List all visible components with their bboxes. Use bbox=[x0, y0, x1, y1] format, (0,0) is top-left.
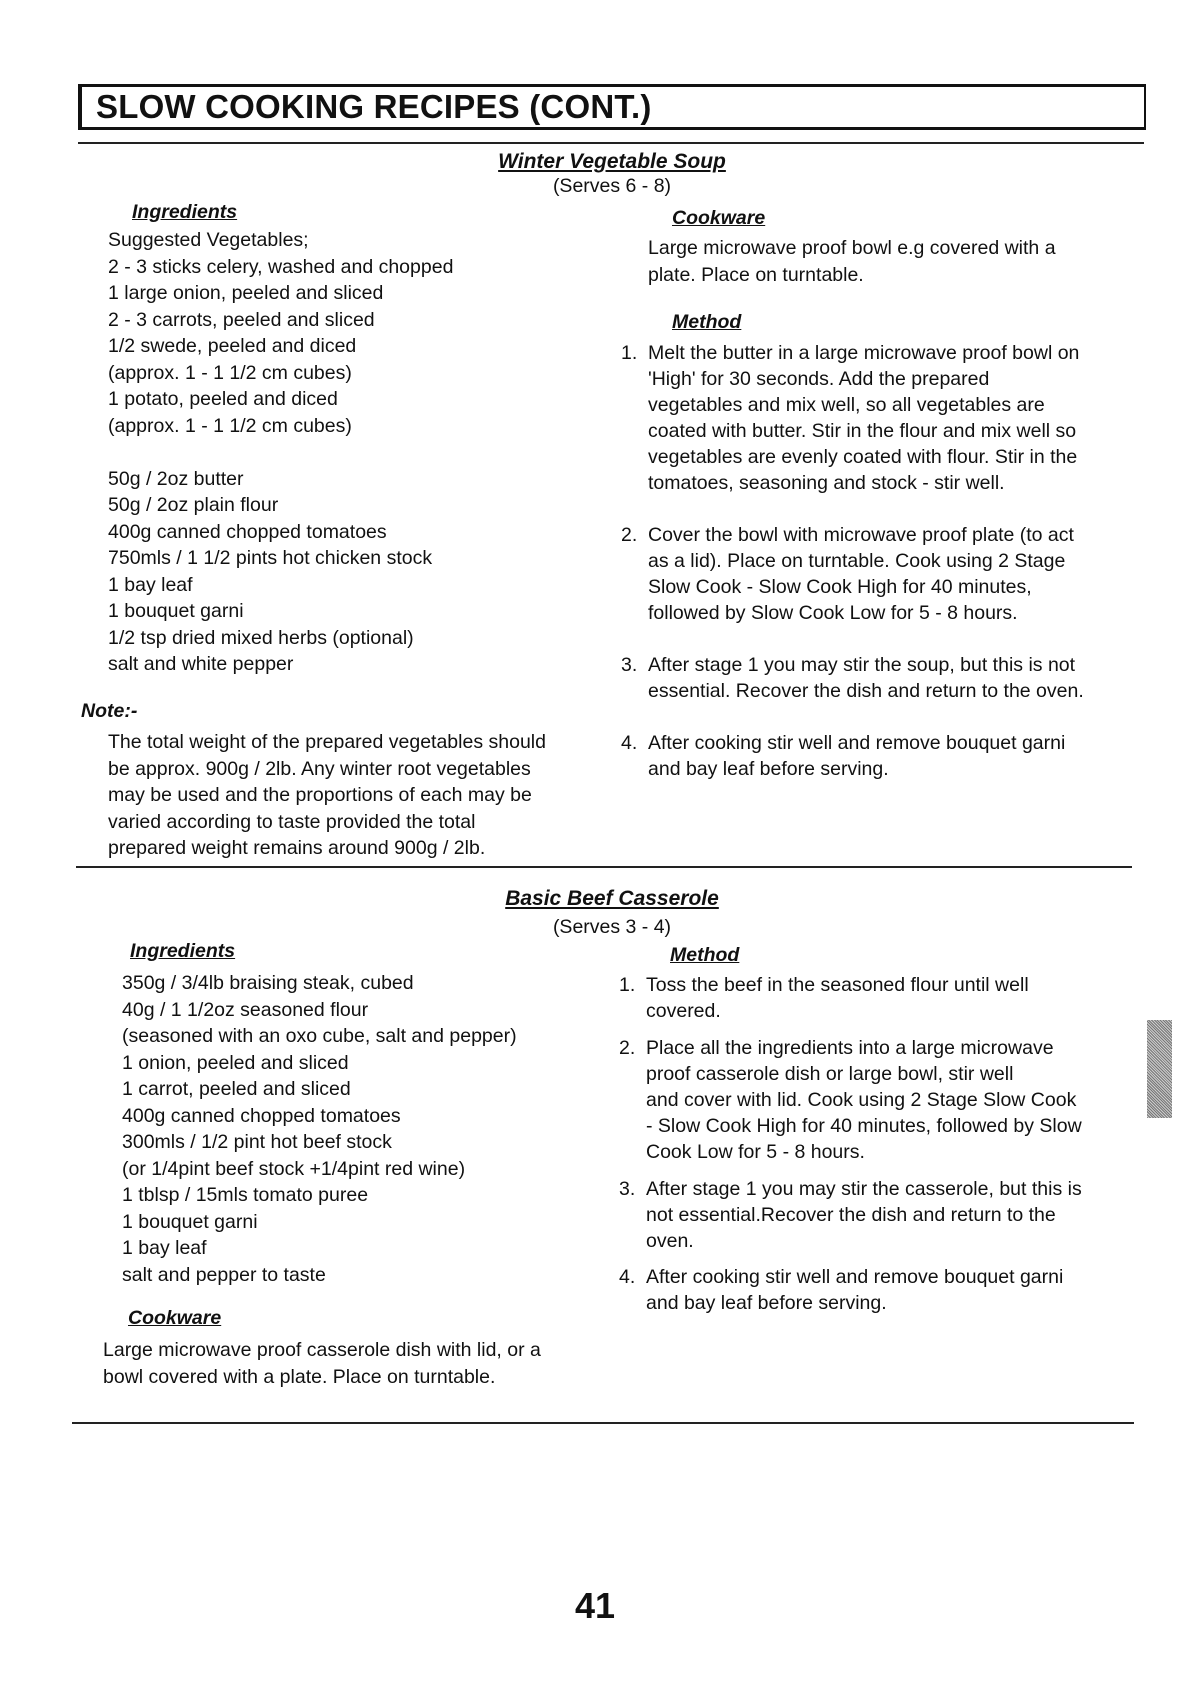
step-text-line: Cook Low for 5 - 8 hours. bbox=[646, 1141, 865, 1163]
text-line: 1 tblsp / 15mls tomato puree bbox=[122, 1184, 369, 1206]
soup-method-heading: Method bbox=[672, 311, 742, 333]
text-line: be approx. 900g / 2lb. Any winter root vegetables bbox=[108, 757, 531, 780]
section-divider bbox=[76, 866, 1132, 868]
text-line: 1 carrot, peeled and sliced bbox=[122, 1078, 351, 1100]
step-text-line: oven. bbox=[646, 1230, 694, 1252]
text-line: salt and white pepper bbox=[108, 653, 294, 675]
step-text-line: Place all the ingredients into a large microwave bbox=[646, 1037, 1054, 1059]
text-line: 400g canned chopped tomatoes bbox=[108, 520, 387, 543]
step-text-line: After cooking stir well and remove bouquet garni bbox=[648, 732, 1066, 754]
text-line: 40g / 1 1/2oz seasoned flour bbox=[122, 998, 369, 1021]
text-line: 1 bay leaf bbox=[122, 1237, 207, 1259]
text-line: salt and pepper to taste bbox=[122, 1263, 326, 1286]
soup-note-heading: Note:- bbox=[81, 700, 138, 722]
text-line: 1 onion, peeled and sliced bbox=[122, 1051, 349, 1074]
text-line: (or 1/4pint beef stock +1/4pint red wine) bbox=[122, 1157, 466, 1180]
step-text-line: vegetables are evenly coated with flour. Stir in the bbox=[648, 446, 1078, 468]
soup-note-text bbox=[108, 729, 546, 862]
casserole-title: Basic Beef Casserole bbox=[505, 887, 719, 910]
casserole-ingredients-heading: Ingredients bbox=[130, 940, 236, 962]
text-line: 1 bouquet garni bbox=[122, 1210, 258, 1233]
step-text-line: tomatoes, seasoning and stock - stir well. bbox=[648, 472, 1005, 494]
step-text-line: and bay leaf before serving. bbox=[646, 1292, 887, 1314]
text-line: bowl covered with a plate. Place on turntable. bbox=[103, 1365, 496, 1388]
step-text-line: After cooking stir well and remove bouquet garni bbox=[646, 1266, 1064, 1288]
text-line bbox=[108, 439, 453, 466]
text-line: 300mls / 1/2 pint hot beef stock bbox=[122, 1131, 392, 1153]
step-text-line: Cover the bowl with microwave proof plate (to act bbox=[648, 524, 1074, 546]
text-line: 1 large onion, peeled and sliced bbox=[108, 282, 384, 304]
step-text-line: not essential.Recover the dish and return to the bbox=[646, 1204, 1056, 1226]
text-line: varied according to taste provided the total bbox=[108, 810, 476, 833]
step-text-line: proof casserole dish or large bowl, stir well bbox=[646, 1063, 1014, 1085]
text-line: (seasoned with an oxo cube, salt and pepper) bbox=[122, 1025, 517, 1047]
soup-ingredients-list bbox=[108, 227, 453, 678]
step-text-line: as a lid). Place on turntable. Cook using 2 Stage bbox=[648, 550, 1066, 572]
step-number: 3. bbox=[621, 654, 638, 676]
text-line: 1 bay leaf bbox=[108, 573, 193, 596]
step-number: 1. bbox=[621, 342, 638, 364]
text-line: 1 potato, peeled and diced bbox=[108, 388, 338, 410]
soup-ingredients-heading: Ingredients bbox=[132, 201, 238, 223]
step-text-line: and cover with lid. Cook using 2 Stage Slow Cook bbox=[646, 1089, 1077, 1111]
text-line: 2 - 3 carrots, peeled and sliced bbox=[108, 308, 375, 331]
step-text-line: Toss the beef in the seasoned flour until well bbox=[646, 974, 1029, 996]
step-text-line: covered. bbox=[646, 1000, 721, 1022]
step-text-line: coated with butter. Stir in the flour and mix well so bbox=[648, 420, 1077, 442]
soup-cookware-text bbox=[648, 235, 1056, 288]
text-line: prepared weight remains around 900g / 2lb. bbox=[108, 837, 486, 859]
soup-serves: (Serves 6 - 8) bbox=[552, 175, 672, 197]
text-line: 1/2 swede, peeled and diced bbox=[108, 335, 357, 357]
step-text-line: After stage 1 you may stir the casserole, but this is bbox=[646, 1178, 1082, 1200]
step-text-line: Slow Cook - Slow Cook High for 40 minutes, bbox=[648, 576, 1032, 598]
step-number: 3. bbox=[619, 1178, 636, 1200]
step-number: 4. bbox=[621, 732, 638, 754]
text-line: 50g / 2oz plain flour bbox=[108, 494, 279, 516]
step-text-line: - Slow Cook High for 40 minutes, followed by Slow bbox=[646, 1115, 1082, 1137]
text-line: The total weight of the prepared vegetables should bbox=[108, 731, 546, 753]
text-line: 400g canned chopped tomatoes bbox=[122, 1104, 401, 1127]
page-number: 41 bbox=[574, 1585, 616, 1626]
step-number: 2. bbox=[621, 524, 638, 546]
step-text-line: and bay leaf before serving. bbox=[648, 758, 889, 780]
thumb-tab-marker bbox=[1147, 1020, 1172, 1118]
page-title-box bbox=[78, 84, 1146, 130]
casserole-ingredients-list bbox=[122, 970, 517, 1288]
text-line: may be used and the proportions of each may be bbox=[108, 784, 532, 806]
text-line: plate. Place on turntable. bbox=[648, 263, 864, 286]
step-text-line: essential. Recover the dish and return to the oven. bbox=[648, 680, 1084, 702]
step-text-line: followed by Slow Cook Low for 5 - 8 hours. bbox=[648, 602, 1018, 624]
soup-cookware-heading: Cookware bbox=[672, 207, 766, 229]
soup-title: Winter Vegetable Soup bbox=[498, 150, 726, 173]
text-line: 750mls / 1 1/2 pints hot chicken stock bbox=[108, 547, 433, 569]
casserole-cookware-text bbox=[103, 1337, 541, 1390]
text-line: 2 - 3 sticks celery, washed and chopped bbox=[108, 255, 454, 278]
step-text-line: 'High' for 30 seconds. Add the prepared bbox=[648, 368, 990, 390]
casserole-cookware-heading: Cookware bbox=[128, 1307, 222, 1329]
bottom-divider bbox=[72, 1422, 1134, 1424]
step-number: 1. bbox=[619, 974, 636, 996]
casserole-serves: (Serves 3 - 4) bbox=[552, 916, 672, 938]
text-line: (approx. 1 - 1 1/2 cm cubes) bbox=[108, 414, 352, 437]
text-line: (approx. 1 - 1 1/2 cm cubes) bbox=[108, 361, 352, 384]
text-line: 50g / 2oz butter bbox=[108, 467, 244, 490]
text-line: 1/2 tsp dried mixed herbs (optional) bbox=[108, 626, 414, 649]
step-number: 4. bbox=[619, 1266, 636, 1288]
text-line: 1 bouquet garni bbox=[108, 600, 244, 622]
text-line: 350g / 3/4lb braising steak, cubed bbox=[122, 972, 414, 994]
text-line: Large microwave proof bowl e.g covered with a bbox=[648, 237, 1056, 259]
title-divider bbox=[78, 142, 1144, 144]
step-text-line: After stage 1 you may stir the soup, but this is not bbox=[648, 654, 1076, 676]
casserole-method-heading: Method bbox=[670, 944, 740, 966]
step-text-line: vegetables and mix well, so all vegetables are bbox=[648, 394, 1045, 416]
step-number: 2. bbox=[619, 1037, 636, 1059]
text-line: Suggested Vegetables; bbox=[108, 229, 309, 251]
step-text-line: Melt the butter in a large microwave proof bowl on bbox=[648, 342, 1080, 364]
page-title: SLOW COOKING RECIPES (CONT.) bbox=[96, 88, 652, 125]
text-line: Large microwave proof casserole dish with lid, or a bbox=[103, 1339, 541, 1361]
